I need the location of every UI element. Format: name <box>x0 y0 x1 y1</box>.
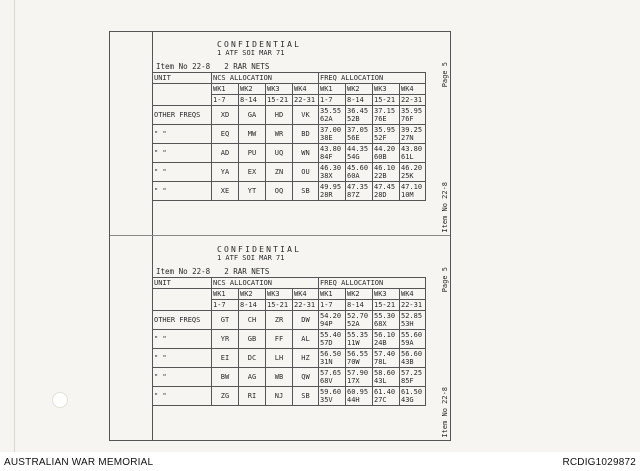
week-header: WK1 <box>319 84 346 95</box>
table-row <box>153 349 426 368</box>
freq-channel: 52A <box>347 320 360 328</box>
ncs-cell: WB <box>266 368 293 387</box>
freq-value: 49.95 <box>320 183 342 191</box>
ncs-cell: UQ <box>266 144 293 163</box>
table-row <box>153 330 426 349</box>
freq-channel: 52F <box>374 134 387 142</box>
ncs-header: NCS ALLOCATION <box>212 73 319 84</box>
freq-value: 52.85 <box>401 312 423 320</box>
freq-cell <box>400 387 426 406</box>
freq-cell <box>346 368 373 387</box>
freq-value: 37.05 <box>347 126 369 134</box>
freq-cell <box>346 330 373 349</box>
unit-header: UNIT <box>153 73 212 84</box>
ncs-cell: QW <box>293 368 319 387</box>
freq-channel: 31N <box>320 358 333 366</box>
freq-cell <box>400 106 426 125</box>
freq-header: FREQ ALLOCATION <box>319 278 426 289</box>
ncs-cell: ZR <box>266 311 293 330</box>
freq-channel: 57D <box>320 339 333 347</box>
date-header: 8-14 <box>346 95 373 106</box>
freq-cell <box>346 125 373 144</box>
freq-value: 35.95 <box>374 126 396 134</box>
punch-hole <box>52 392 68 408</box>
freq-cell <box>319 368 346 387</box>
ncs-cell: OU <box>293 163 319 182</box>
unit-cell: " " <box>153 182 212 201</box>
freq-value: 59.60 <box>320 388 342 396</box>
freq-value: 58.60 <box>374 369 396 377</box>
date-header: 1-7 <box>319 95 346 106</box>
freq-value: 54.20 <box>320 312 342 320</box>
date-header: 1-7 <box>212 300 239 311</box>
table-row <box>153 387 426 406</box>
freq-channel: 78L <box>374 358 387 366</box>
freq-cell <box>346 311 373 330</box>
freq-channel: 17X <box>347 377 360 385</box>
confidential-heading: CONFIDENTIAL <box>217 40 302 49</box>
ncs-cell: HD <box>266 106 293 125</box>
footer-bar <box>0 452 640 471</box>
item-line <box>156 267 269 276</box>
ncs-cell: RI <box>239 387 266 406</box>
freq-channel: 10M <box>401 191 414 199</box>
item-number: Item No 22-8 <box>156 267 211 276</box>
freq-value: 35.55 <box>320 107 342 115</box>
week-header: WK1 <box>212 84 239 95</box>
table-row <box>153 106 426 125</box>
freq-channel: 68V <box>320 377 333 385</box>
freq-cell <box>319 125 346 144</box>
unit-cell: " " <box>153 330 212 349</box>
ncs-cell: AL <box>293 330 319 349</box>
freq-channel: 28R <box>320 191 333 199</box>
freq-value: 39.25 <box>401 126 423 134</box>
net-name: 2 RAR NETS <box>224 267 270 276</box>
freq-value: 56.60 <box>401 350 423 358</box>
date-header: 22-31 <box>293 300 319 311</box>
freq-channel: 25K <box>401 172 414 180</box>
freq-channel: 43G <box>401 396 414 404</box>
unit-header-blank <box>153 84 212 106</box>
binder-edge <box>14 0 15 452</box>
week-header: WK2 <box>346 289 373 300</box>
week-header: WK2 <box>239 84 266 95</box>
unit-cell: " " <box>153 368 212 387</box>
week-header: WK3 <box>266 84 293 95</box>
freq-cell <box>373 182 400 201</box>
week-header: WK4 <box>400 289 426 300</box>
freq-value: 52.70 <box>347 312 369 320</box>
date-header: 1-7 <box>319 300 346 311</box>
freq-value: 60.95 <box>347 388 369 396</box>
freq-value: 36.45 <box>347 107 369 115</box>
ncs-cell: AD <box>212 144 239 163</box>
freq-cell <box>400 368 426 387</box>
week-header: WK2 <box>239 289 266 300</box>
week-header: WK4 <box>400 84 426 95</box>
freq-cell <box>319 163 346 182</box>
ncs-cell: DW <box>293 311 319 330</box>
freq-value: 46.30 <box>320 164 342 172</box>
freq-channel: 94P <box>320 320 333 328</box>
table-row <box>153 182 426 201</box>
allocation-table <box>152 277 426 406</box>
ncs-cell: LH <box>266 349 293 368</box>
freq-channel: 59A <box>401 339 414 347</box>
ncs-cell: YA <box>212 163 239 182</box>
week-header: WK3 <box>373 289 400 300</box>
unit-cell: " " <box>153 349 212 368</box>
freq-channel: 56E <box>347 134 360 142</box>
freq-value: 55.40 <box>320 331 342 339</box>
freq-channel: 62A <box>320 115 333 123</box>
table-row <box>153 144 426 163</box>
ncs-cell: ZG <box>212 387 239 406</box>
freq-value: 44.20 <box>374 145 396 153</box>
freq-channel: 60B <box>374 153 387 161</box>
freq-channel: 38X <box>320 172 333 180</box>
freq-cell <box>373 144 400 163</box>
ncs-cell: AG <box>239 368 266 387</box>
ncs-cell: YT <box>239 182 266 201</box>
freq-value: 55.60 <box>401 331 423 339</box>
freq-cell <box>400 163 426 182</box>
freq-value: 56.10 <box>374 331 396 339</box>
ncs-cell: GT <box>212 311 239 330</box>
ncs-cell: DC <box>239 349 266 368</box>
item-side-label: Item No 22-8 <box>441 182 449 233</box>
freq-cell <box>346 144 373 163</box>
freq-cell <box>319 106 346 125</box>
freq-cell <box>319 349 346 368</box>
freq-channel: 35V <box>320 396 333 404</box>
ncs-cell: EX <box>239 163 266 182</box>
ncs-cell: MW <box>239 125 266 144</box>
freq-cell <box>400 311 426 330</box>
freq-cell <box>319 144 346 163</box>
freq-channel: 76F <box>401 115 414 123</box>
freq-value: 56.55 <box>347 350 369 358</box>
freq-channel: 70W <box>347 358 360 366</box>
signals-sheet <box>109 31 451 441</box>
unit-header: UNIT <box>153 278 212 289</box>
freq-value: 43.80 <box>401 145 423 153</box>
date-header: 15-21 <box>373 95 400 106</box>
footer-source: AUSTRALIAN WAR MEMORIAL <box>4 457 154 468</box>
freq-value: 47.45 <box>374 183 396 191</box>
freq-channel: 43L <box>374 377 387 385</box>
freq-cell <box>373 349 400 368</box>
freq-cell <box>373 311 400 330</box>
freq-value: 44.35 <box>347 145 369 153</box>
week-header: WK1 <box>319 289 346 300</box>
freq-channel: 22B <box>374 172 387 180</box>
confidential-heading: CONFIDENTIAL <box>217 245 302 254</box>
freq-value: 37.15 <box>374 107 396 115</box>
ncs-cell: EI <box>212 349 239 368</box>
freq-cell <box>400 330 426 349</box>
date-header: 15-21 <box>266 95 293 106</box>
ncs-cell: WR <box>266 125 293 144</box>
freq-cell <box>373 330 400 349</box>
week-header: WK3 <box>373 84 400 95</box>
freq-cell <box>346 106 373 125</box>
table-row <box>153 368 426 387</box>
freq-cell <box>373 387 400 406</box>
date-header: 22-31 <box>293 95 319 106</box>
ncs-cell: XE <box>212 182 239 201</box>
page-label: Page 5 <box>441 267 449 293</box>
freq-channel: 85F <box>401 377 414 385</box>
ncs-cell: SB <box>293 387 319 406</box>
item-line <box>156 62 269 71</box>
ncs-cell: FF <box>266 330 293 349</box>
table-row <box>153 125 426 144</box>
soi-heading: 1 ATF SOI MAR 71 <box>217 254 285 262</box>
freq-cell <box>400 125 426 144</box>
freq-header: FREQ ALLOCATION <box>319 73 426 84</box>
freq-cell <box>373 368 400 387</box>
ncs-cell: BD <box>293 125 319 144</box>
section-2 <box>110 237 450 440</box>
freq-cell <box>319 330 346 349</box>
unit-cell: OTHER FREQS <box>153 106 212 125</box>
page-label: Page 5 <box>441 62 449 88</box>
table-row <box>153 163 426 182</box>
freq-value: 57.65 <box>320 369 342 377</box>
unit-cell: OTHER FREQS <box>153 311 212 330</box>
unit-cell: " " <box>153 163 212 182</box>
allocation-table <box>152 72 426 201</box>
freq-value: 61.50 <box>401 388 423 396</box>
week-header: WK1 <box>212 289 239 300</box>
freq-value: 43.80 <box>320 145 342 153</box>
freq-value: 57.25 <box>401 369 423 377</box>
freq-value: 55.30 <box>374 312 396 320</box>
footer-id: RCDIG1029872 <box>562 457 636 468</box>
unit-header-blank <box>153 289 212 311</box>
freq-value: 56.50 <box>320 350 342 358</box>
freq-channel: 52B <box>347 115 360 123</box>
freq-value: 37.00 <box>320 126 342 134</box>
freq-value: 57.40 <box>374 350 396 358</box>
ncs-cell: WN <box>293 144 319 163</box>
ncs-cell: EQ <box>212 125 239 144</box>
freq-channel: 11W <box>347 339 360 347</box>
freq-channel: 53H <box>401 320 414 328</box>
freq-cell <box>346 182 373 201</box>
freq-channel: 61L <box>401 153 414 161</box>
date-header: 8-14 <box>239 300 266 311</box>
item-number: Item No 22-8 <box>156 62 211 71</box>
freq-cell <box>319 182 346 201</box>
freq-cell <box>400 144 426 163</box>
ncs-cell: PU <box>239 144 266 163</box>
ncs-cell: SB <box>293 182 319 201</box>
freq-channel: 27C <box>374 396 387 404</box>
freq-value: 47.35 <box>347 183 369 191</box>
freq-channel: 44H <box>347 396 360 404</box>
ncs-cell: BW <box>212 368 239 387</box>
ncs-cell: OQ <box>266 182 293 201</box>
ncs-cell: XD <box>212 106 239 125</box>
freq-value: 45.60 <box>347 164 369 172</box>
soi-heading: 1 ATF SOI MAR 71 <box>217 49 285 57</box>
freq-value: 46.10 <box>374 164 396 172</box>
freq-cell <box>319 311 346 330</box>
date-header: 1-7 <box>212 95 239 106</box>
section-1 <box>110 32 450 235</box>
ncs-cell: ZN <box>266 163 293 182</box>
freq-channel: 84F <box>320 153 333 161</box>
freq-channel: 68X <box>374 320 387 328</box>
ncs-cell: HZ <box>293 349 319 368</box>
unit-cell: " " <box>153 144 212 163</box>
ncs-cell: GA <box>239 106 266 125</box>
item-side-label: Item No 22-8 <box>441 387 449 438</box>
date-header: 8-14 <box>346 300 373 311</box>
week-header: WK3 <box>266 289 293 300</box>
freq-value: 55.35 <box>347 331 369 339</box>
week-header: WK2 <box>346 84 373 95</box>
ncs-cell: VK <box>293 106 319 125</box>
freq-channel: 27N <box>401 134 414 142</box>
freq-value: 46.20 <box>401 164 423 172</box>
freq-channel: 76E <box>374 115 387 123</box>
ncs-cell: YR <box>212 330 239 349</box>
table-row <box>153 311 426 330</box>
ncs-header: NCS ALLOCATION <box>212 278 319 289</box>
freq-channel: 24B <box>374 339 387 347</box>
freq-value: 57.90 <box>347 369 369 377</box>
ncs-cell: GB <box>239 330 266 349</box>
freq-value: 61.40 <box>374 388 396 396</box>
week-header: WK4 <box>293 84 319 95</box>
freq-cell <box>373 163 400 182</box>
section-divider <box>110 235 450 236</box>
freq-channel: 87Z <box>347 191 360 199</box>
freq-cell <box>400 182 426 201</box>
freq-channel: 38E <box>320 134 333 142</box>
net-name: 2 RAR NETS <box>224 62 270 71</box>
freq-cell <box>373 125 400 144</box>
freq-cell <box>346 163 373 182</box>
date-header: 15-21 <box>373 300 400 311</box>
ncs-cell: CH <box>239 311 266 330</box>
freq-channel: 43B <box>401 358 414 366</box>
date-header: 8-14 <box>239 95 266 106</box>
date-header: 22-31 <box>400 95 426 106</box>
freq-cell <box>346 349 373 368</box>
ncs-cell: NJ <box>266 387 293 406</box>
freq-cell <box>346 387 373 406</box>
freq-channel: 28D <box>374 191 387 199</box>
unit-cell: " " <box>153 387 212 406</box>
freq-channel: 54G <box>347 153 360 161</box>
freq-channel: 60A <box>347 172 360 180</box>
date-header: 22-31 <box>400 300 426 311</box>
freq-cell <box>400 349 426 368</box>
date-header: 15-21 <box>266 300 293 311</box>
unit-cell: " " <box>153 125 212 144</box>
freq-value: 35.95 <box>401 107 423 115</box>
freq-cell <box>319 387 346 406</box>
freq-value: 47.10 <box>401 183 423 191</box>
week-header: WK4 <box>293 289 319 300</box>
freq-cell <box>373 106 400 125</box>
